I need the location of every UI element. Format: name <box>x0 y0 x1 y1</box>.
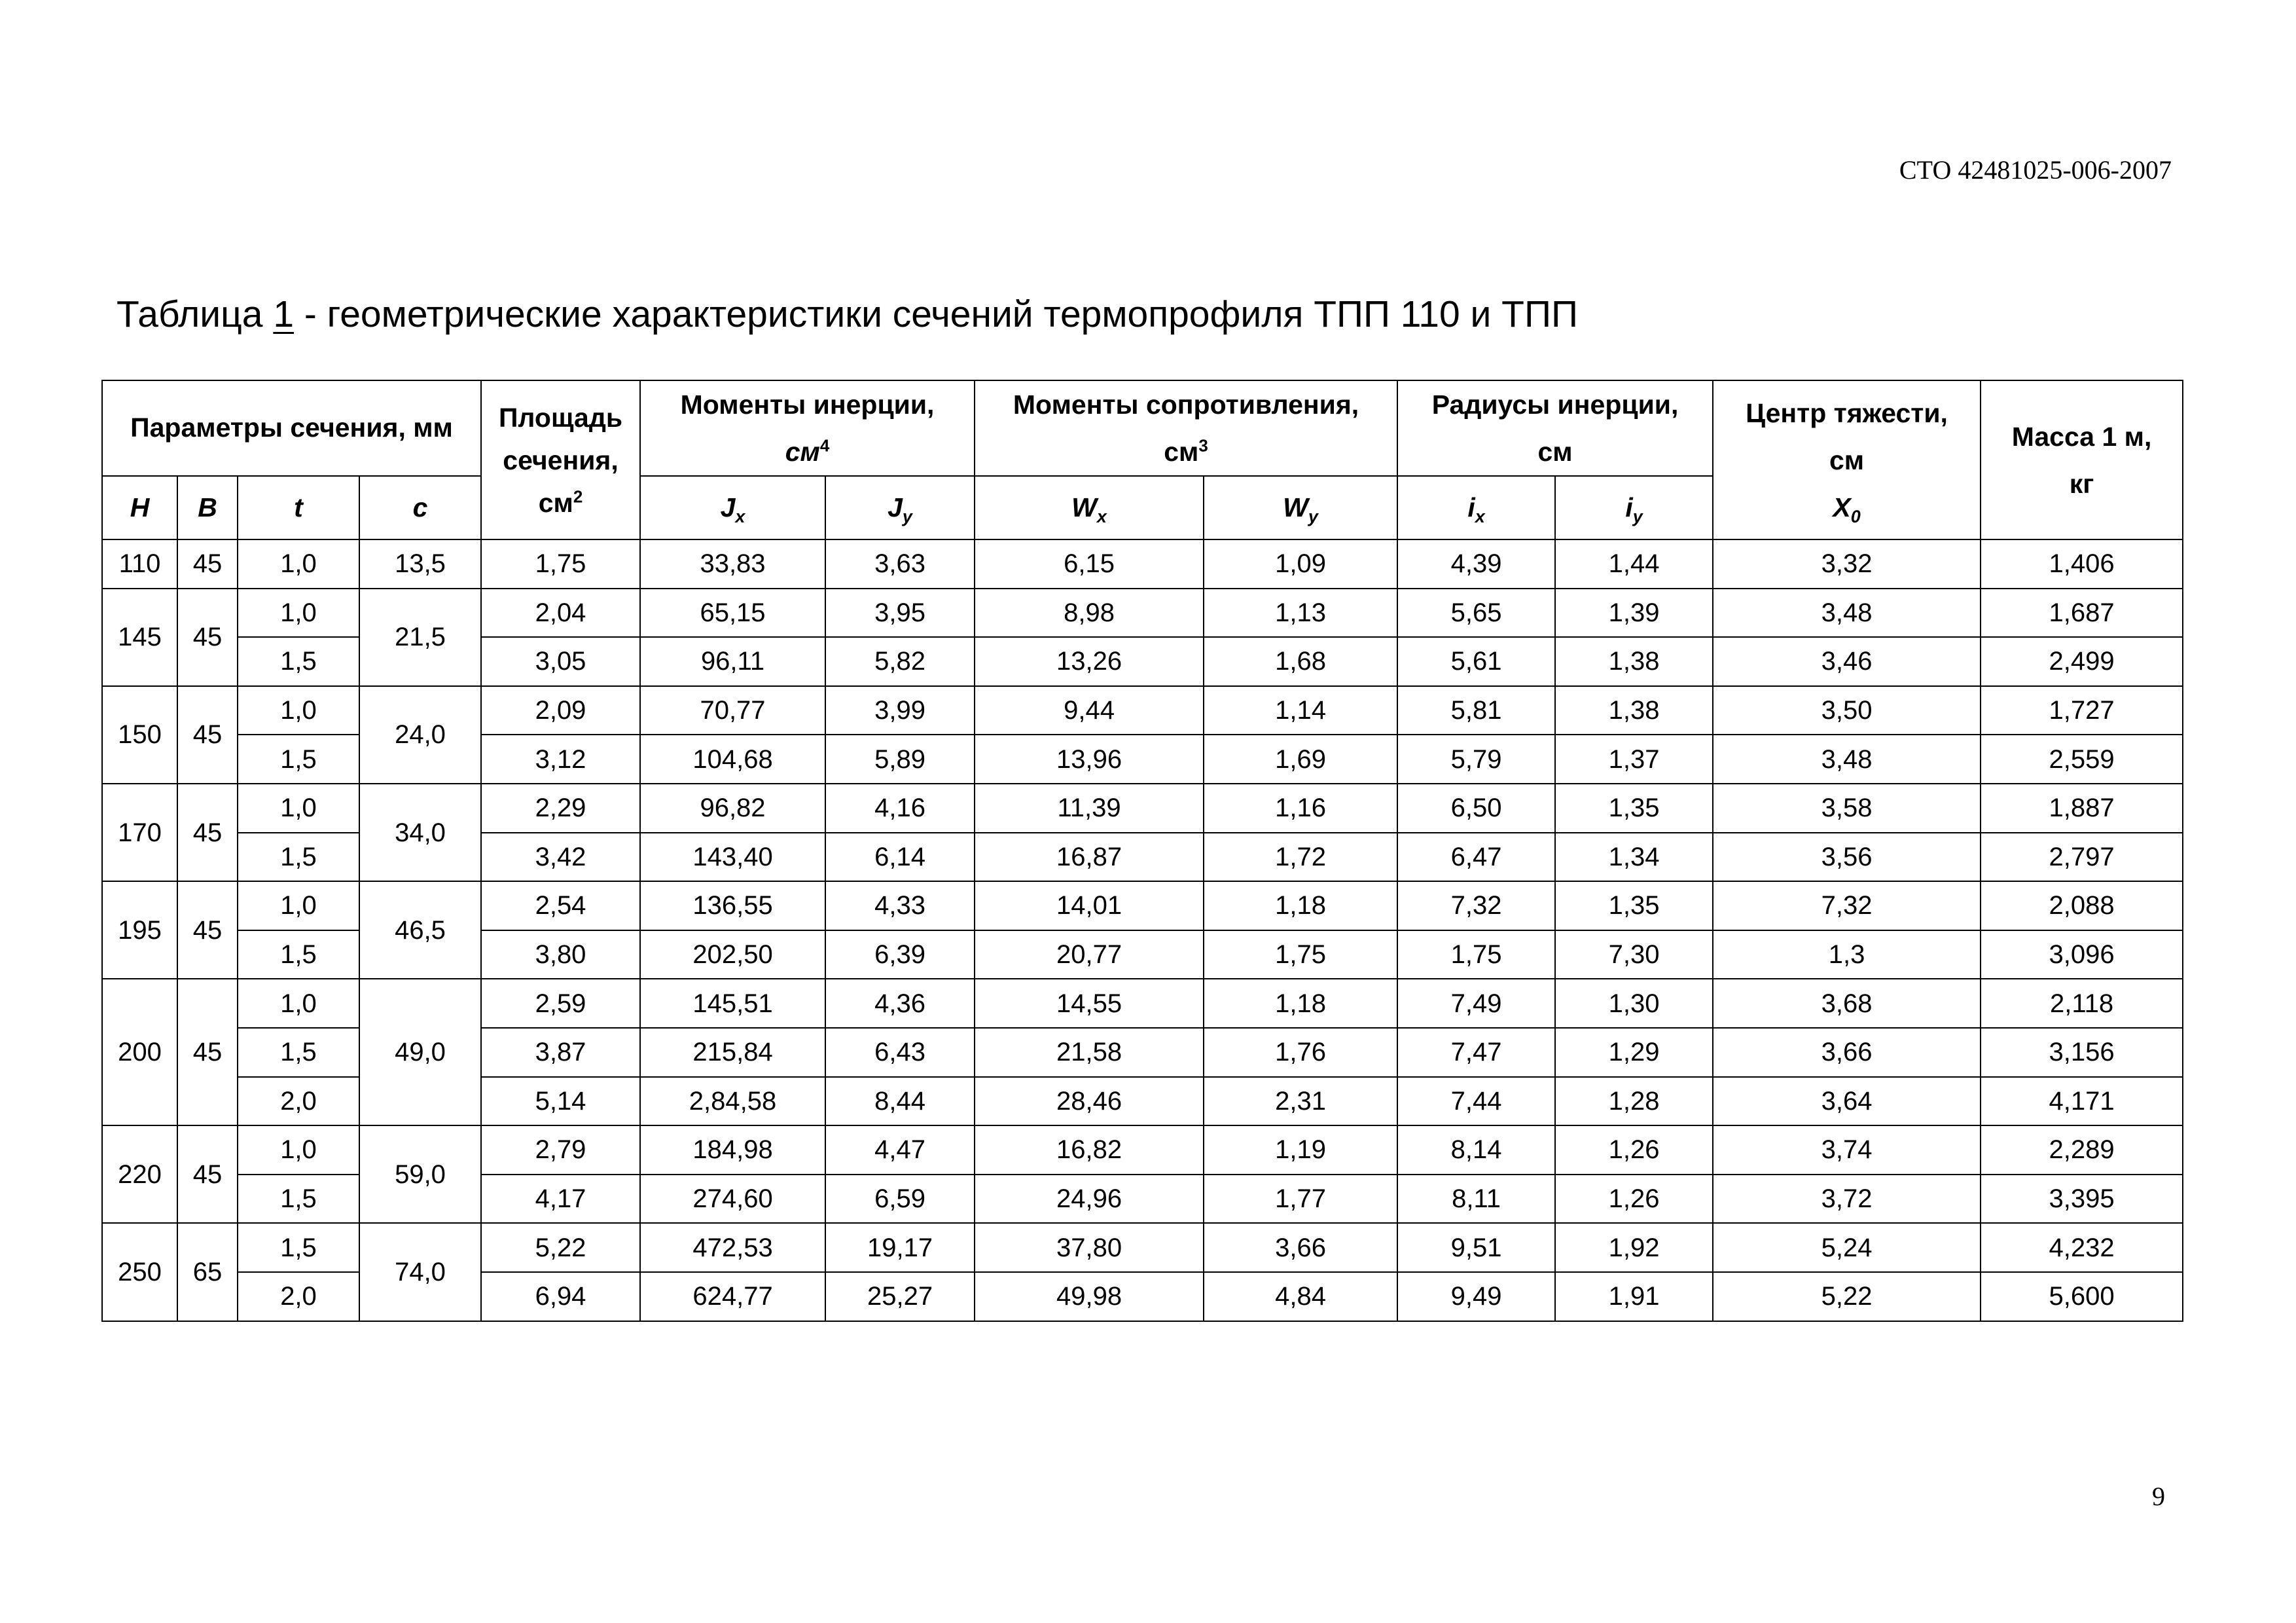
table-row <box>102 686 2183 735</box>
header-col-wx <box>975 476 1204 539</box>
cell-jy: 3,95 <box>825 589 975 638</box>
cell-a: 2,59 <box>481 979 640 1028</box>
geometric-characteristics-table <box>101 380 2183 1322</box>
cell-h: 150 <box>102 686 177 784</box>
cell-a: 2,04 <box>481 589 640 638</box>
cell-wx: 13,96 <box>975 735 1204 784</box>
cell-c: 13,5 <box>359 539 481 589</box>
cell-m: 2,797 <box>1981 833 2183 882</box>
cell-wx: 16,87 <box>975 833 1204 882</box>
cell-wy: 1,13 <box>1204 589 1397 638</box>
cell-wx: 14,55 <box>975 979 1204 1028</box>
cell-x0: 3,50 <box>1713 686 1981 735</box>
cell-jx: 96,82 <box>640 784 825 833</box>
cell-x0: 3,48 <box>1713 735 1981 784</box>
header-mass-line1: Масса 1 м, <box>2011 421 2152 452</box>
cell-iy: 1,38 <box>1555 637 1713 686</box>
cell-h: 145 <box>102 589 177 686</box>
header-centroid-sub: 0 <box>1850 506 1861 526</box>
caption-prefix: Таблица <box>117 293 274 335</box>
cell-t: 1,0 <box>238 979 359 1028</box>
cell-h: 110 <box>102 539 177 589</box>
cell-ix: 8,14 <box>1397 1125 1555 1175</box>
cell-ix: 5,81 <box>1397 686 1555 735</box>
table-caption <box>117 293 1578 336</box>
header-col-jy <box>825 476 975 539</box>
cell-iy: 1,37 <box>1555 735 1713 784</box>
header-mass <box>1981 380 2183 539</box>
cell-wx: 21,58 <box>975 1028 1204 1077</box>
cell-wy: 1,77 <box>1204 1175 1397 1224</box>
cell-c: 34,0 <box>359 784 481 881</box>
cell-c: 21,5 <box>359 589 481 686</box>
cell-ix: 4,39 <box>1397 539 1555 589</box>
cell-wy: 1,18 <box>1204 881 1397 930</box>
header-jx-sub: x <box>735 507 745 527</box>
cell-jy: 4,16 <box>825 784 975 833</box>
cell-c: 24,0 <box>359 686 481 784</box>
cell-jy: 6,43 <box>825 1028 975 1077</box>
header-centroid-line1: Центр тяжести, <box>1746 397 1948 428</box>
cell-c: 59,0 <box>359 1125 481 1223</box>
header-centroid <box>1713 380 1981 539</box>
cell-jy: 8,44 <box>825 1077 975 1126</box>
cell-ix: 6,47 <box>1397 833 1555 882</box>
cell-wx: 13,26 <box>975 637 1204 686</box>
cell-m: 3,156 <box>1981 1028 2183 1077</box>
header-wx-sub: x <box>1096 507 1107 527</box>
cell-b: 45 <box>177 686 238 784</box>
cell-wx: 6,15 <box>975 539 1204 589</box>
cell-x0: 3,48 <box>1713 589 1981 638</box>
header-col-c: c <box>359 476 481 539</box>
cell-c: 74,0 <box>359 1223 481 1321</box>
cell-wy: 1,16 <box>1204 784 1397 833</box>
cell-m: 1,687 <box>1981 589 2183 638</box>
cell-wy: 1,69 <box>1204 735 1397 784</box>
cell-ix: 5,61 <box>1397 637 1555 686</box>
cell-m: 1,887 <box>1981 784 2183 833</box>
cell-wx: 28,46 <box>975 1077 1204 1126</box>
cell-wx: 20,77 <box>975 930 1204 979</box>
cell-h: 250 <box>102 1223 177 1321</box>
cell-iy: 1,39 <box>1555 589 1713 638</box>
cell-iy: 1,28 <box>1555 1077 1713 1126</box>
cell-wx: 16,82 <box>975 1125 1204 1175</box>
cell-x0: 1,3 <box>1713 930 1981 979</box>
cell-wy: 4,84 <box>1204 1272 1397 1321</box>
cell-x0: 3,46 <box>1713 637 1981 686</box>
header-inertia-unit-sup: 4 <box>819 435 830 456</box>
header-jy-sub: y <box>902 507 912 527</box>
cell-jy: 5,82 <box>825 637 975 686</box>
cell-ix: 8,11 <box>1397 1175 1555 1224</box>
cell-t: 1,5 <box>238 833 359 882</box>
cell-wy: 1,75 <box>1204 930 1397 979</box>
cell-iy: 1,92 <box>1555 1223 1713 1272</box>
header-resistance-unit: см <box>1164 437 1199 467</box>
cell-jy: 4,33 <box>825 881 975 930</box>
cell-jy: 4,36 <box>825 979 975 1028</box>
header-col-iy <box>1555 476 1713 539</box>
header-centroid-unit: см <box>1829 445 1865 475</box>
cell-iy: 7,30 <box>1555 930 1713 979</box>
cell-jy: 19,17 <box>825 1223 975 1272</box>
cell-t: 1,5 <box>238 637 359 686</box>
cell-a: 5,14 <box>481 1077 640 1126</box>
cell-t: 1,0 <box>238 881 359 930</box>
cell-m: 1,727 <box>1981 686 2183 735</box>
header-col-ix <box>1397 476 1555 539</box>
cell-wy: 1,14 <box>1204 686 1397 735</box>
table-row <box>102 589 2183 638</box>
cell-jx: 143,40 <box>640 833 825 882</box>
cell-iy: 1,26 <box>1555 1125 1713 1175</box>
cell-jx: 184,98 <box>640 1125 825 1175</box>
cell-ix: 9,49 <box>1397 1272 1555 1321</box>
cell-b: 45 <box>177 589 238 686</box>
header-section-params: Параметры сечения, мм <box>102 380 481 476</box>
cell-m: 2,088 <box>1981 881 2183 930</box>
cell-t: 1,5 <box>238 1028 359 1077</box>
header-col-t: t <box>238 476 359 539</box>
cell-wy: 2,31 <box>1204 1077 1397 1126</box>
header-inertia-moments <box>640 380 975 476</box>
cell-iy: 1,29 <box>1555 1028 1713 1077</box>
header-jx-symbol: J <box>720 492 736 522</box>
document-code: СТО 42481025-006-2007 <box>1899 155 2172 185</box>
cell-jy: 25,27 <box>825 1272 975 1321</box>
cell-jx: 215,84 <box>640 1028 825 1077</box>
cell-x0: 3,68 <box>1713 979 1981 1028</box>
cell-a: 2,79 <box>481 1125 640 1175</box>
table-row <box>102 1125 2183 1175</box>
cell-ix: 7,47 <box>1397 1028 1555 1077</box>
cell-t: 1,0 <box>238 589 359 638</box>
cell-h: 220 <box>102 1125 177 1223</box>
header-area-line1: Площадь <box>498 402 623 433</box>
table-row <box>102 539 2183 589</box>
table-row <box>102 1223 2183 1272</box>
cell-jx: 33,83 <box>640 539 825 589</box>
header-resistance-moments <box>975 380 1397 476</box>
cell-m: 2,289 <box>1981 1125 2183 1175</box>
header-col-wy <box>1204 476 1397 539</box>
cell-wy: 3,66 <box>1204 1223 1397 1272</box>
cell-h: 195 <box>102 881 177 979</box>
cell-t: 1,5 <box>238 735 359 784</box>
cell-jx: 202,50 <box>640 930 825 979</box>
cell-x0: 3,66 <box>1713 1028 1981 1077</box>
cell-jx: 472,53 <box>640 1223 825 1272</box>
cell-b: 45 <box>177 979 238 1125</box>
cell-wx: 8,98 <box>975 589 1204 638</box>
cell-x0: 5,24 <box>1713 1223 1981 1272</box>
cell-t: 1,5 <box>238 930 359 979</box>
cell-iy: 1,91 <box>1555 1272 1713 1321</box>
cell-wx: 14,01 <box>975 881 1204 930</box>
cell-jy: 5,89 <box>825 735 975 784</box>
cell-c: 49,0 <box>359 979 481 1125</box>
header-inertia-radii <box>1397 380 1713 476</box>
table-body <box>102 539 2183 1321</box>
cell-wx: 9,44 <box>975 686 1204 735</box>
cell-ix: 1,75 <box>1397 930 1555 979</box>
cell-iy: 1,30 <box>1555 979 1713 1028</box>
cell-b: 45 <box>177 1125 238 1223</box>
header-inertia-line1: Моменты инерции, <box>680 390 935 420</box>
cell-wx: 37,80 <box>975 1223 1204 1272</box>
cell-ix: 6,50 <box>1397 784 1555 833</box>
cell-ix: 7,49 <box>1397 979 1555 1028</box>
cell-x0: 3,72 <box>1713 1175 1981 1224</box>
cell-iy: 1,35 <box>1555 881 1713 930</box>
cell-x0: 7,32 <box>1713 881 1981 930</box>
cell-t: 1,0 <box>238 539 359 589</box>
header-iy-sub: y <box>1632 507 1643 527</box>
header-jy-symbol: J <box>888 492 903 522</box>
cell-m: 3,096 <box>1981 930 2183 979</box>
cell-jx: 65,15 <box>640 589 825 638</box>
cell-jx: 624,77 <box>640 1272 825 1321</box>
cell-h: 170 <box>102 784 177 881</box>
header-area <box>481 380 640 539</box>
cell-a: 3,05 <box>481 637 640 686</box>
cell-jy: 6,39 <box>825 930 975 979</box>
cell-a: 3,87 <box>481 1028 640 1077</box>
cell-jx: 145,51 <box>640 979 825 1028</box>
cell-h: 200 <box>102 979 177 1125</box>
cell-a: 2,09 <box>481 686 640 735</box>
caption-text: - геометрические характеристики сечений термопрофиля ТПП 110 и ТПП <box>294 293 1578 335</box>
cell-b: 45 <box>177 784 238 881</box>
cell-jx: 70,77 <box>640 686 825 735</box>
cell-m: 2,559 <box>1981 735 2183 784</box>
cell-jy: 4,47 <box>825 1125 975 1175</box>
cell-wy: 1,19 <box>1204 1125 1397 1175</box>
cell-a: 3,42 <box>481 833 640 882</box>
header-wy-symbol: W <box>1283 492 1308 522</box>
header-ix-sub: x <box>1475 507 1485 527</box>
header-col-jx <box>640 476 825 539</box>
cell-a: 1,75 <box>481 539 640 589</box>
header-area-unit-sup: 2 <box>573 486 583 506</box>
cell-m: 2,499 <box>1981 637 2183 686</box>
cell-jy: 3,99 <box>825 686 975 735</box>
header-col-h: H <box>102 476 177 539</box>
cell-a: 2,54 <box>481 881 640 930</box>
cell-iy: 1,26 <box>1555 1175 1713 1224</box>
cell-b: 45 <box>177 881 238 979</box>
header-area-unit: см <box>538 487 573 518</box>
cell-t: 2,0 <box>238 1272 359 1321</box>
cell-wx: 11,39 <box>975 784 1204 833</box>
table-row <box>102 784 2183 833</box>
cell-jx: 96,11 <box>640 637 825 686</box>
cell-iy: 1,34 <box>1555 833 1713 882</box>
cell-a: 4,17 <box>481 1175 640 1224</box>
header-radii-line1: Радиусы инерции, <box>1431 390 1679 420</box>
cell-t: 1,0 <box>238 686 359 735</box>
cell-ix: 5,79 <box>1397 735 1555 784</box>
cell-jx: 274,60 <box>640 1175 825 1224</box>
cell-wy: 1,72 <box>1204 833 1397 882</box>
cell-wx: 49,98 <box>975 1272 1204 1321</box>
cell-ix: 5,65 <box>1397 589 1555 638</box>
header-mass-unit: кг <box>2069 468 2094 499</box>
cell-jx: 2,84,58 <box>640 1077 825 1126</box>
cell-ix: 9,51 <box>1397 1223 1555 1272</box>
cell-t: 1,5 <box>238 1223 359 1272</box>
cell-c: 46,5 <box>359 881 481 979</box>
header-centroid-symbol: X <box>1833 492 1851 522</box>
cell-a: 5,22 <box>481 1223 640 1272</box>
table-row <box>102 979 2183 1028</box>
cell-m: 5,600 <box>1981 1272 2183 1321</box>
cell-x0: 3,32 <box>1713 539 1981 589</box>
header-resistance-line1: Моменты сопротивления, <box>1013 390 1359 420</box>
header-wy-sub: y <box>1308 507 1318 527</box>
header-iy-symbol: i <box>1625 492 1633 522</box>
cell-x0: 3,58 <box>1713 784 1981 833</box>
cell-b: 45 <box>177 539 238 589</box>
cell-wy: 1,09 <box>1204 539 1397 589</box>
cell-jx: 104,68 <box>640 735 825 784</box>
cell-jy: 6,59 <box>825 1175 975 1224</box>
header-resistance-unit-sup: 3 <box>1198 435 1208 456</box>
cell-iy: 1,38 <box>1555 686 1713 735</box>
cell-t: 1,0 <box>238 1125 359 1175</box>
cell-m: 4,232 <box>1981 1223 2183 1272</box>
cell-ix: 7,44 <box>1397 1077 1555 1126</box>
header-wx-symbol: W <box>1071 492 1097 522</box>
cell-x0: 3,74 <box>1713 1125 1981 1175</box>
cell-b: 65 <box>177 1223 238 1321</box>
cell-x0: 5,22 <box>1713 1272 1981 1321</box>
caption-table-number: 1 <box>273 293 295 335</box>
cell-iy: 1,44 <box>1555 539 1713 589</box>
header-col-b: B <box>177 476 238 539</box>
cell-m: 3,395 <box>1981 1175 2183 1224</box>
cell-x0: 3,64 <box>1713 1077 1981 1126</box>
cell-a: 3,12 <box>481 735 640 784</box>
cell-iy: 1,35 <box>1555 784 1713 833</box>
cell-x0: 3,56 <box>1713 833 1981 882</box>
header-ix-symbol: i <box>1467 492 1475 522</box>
cell-a: 6,94 <box>481 1272 640 1321</box>
cell-m: 4,171 <box>1981 1077 2183 1126</box>
cell-m: 2,118 <box>1981 979 2183 1028</box>
cell-wy: 1,68 <box>1204 637 1397 686</box>
page-number: 9 <box>2152 1482 2165 1511</box>
cell-t: 2,0 <box>238 1077 359 1126</box>
header-inertia-unit: см <box>785 437 820 467</box>
cell-m: 1,406 <box>1981 539 2183 589</box>
cell-jy: 6,14 <box>825 833 975 882</box>
cell-t: 1,5 <box>238 1175 359 1224</box>
cell-a: 3,80 <box>481 930 640 979</box>
header-radii-unit: см <box>1537 437 1573 467</box>
table-row <box>102 881 2183 930</box>
cell-t: 1,0 <box>238 784 359 833</box>
cell-jx: 136,55 <box>640 881 825 930</box>
cell-ix: 7,32 <box>1397 881 1555 930</box>
cell-a: 2,29 <box>481 784 640 833</box>
cell-wy: 1,76 <box>1204 1028 1397 1077</box>
cell-jy: 3,63 <box>825 539 975 589</box>
cell-wy: 1,18 <box>1204 979 1397 1028</box>
cell-wx: 24,96 <box>975 1175 1204 1224</box>
header-area-line2: сечения, <box>503 445 619 475</box>
